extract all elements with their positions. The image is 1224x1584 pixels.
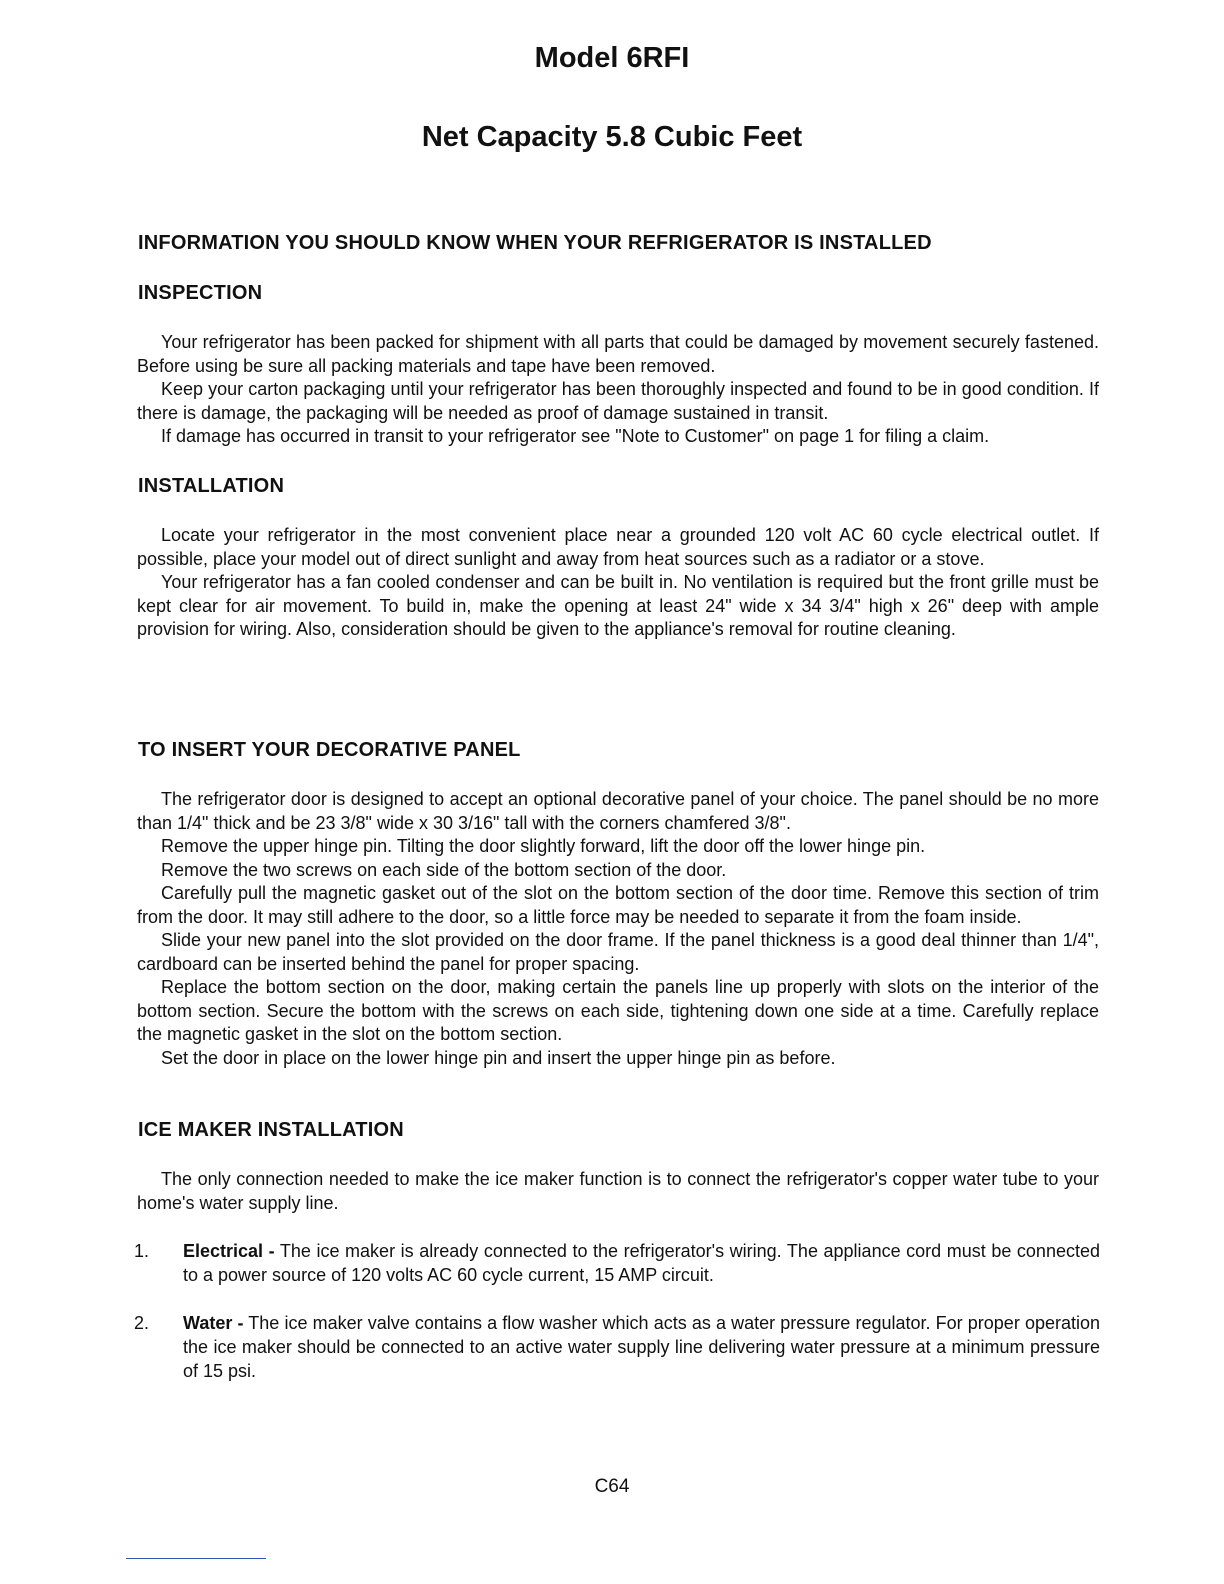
page-title: Model 6RFI: [534, 42, 690, 74]
list-label: Electrical -: [183, 1241, 275, 1261]
installation-heading: INSTALLATION: [138, 475, 285, 497]
panel-paragraph: The refrigerator door is designed to accept an optional decorative panel of your choice. The panel should be no more than 1/4" thick and be 23 3/8" wide x 30 3/16" tall with the corners chamfered 3/8".: [137, 789, 1099, 833]
list-text: The ice maker is already connected to the refrigerator's wiring. The appliance cord must be connected to a power source of 120 volts AC 60 cycle current, 15 AMP circuit.: [183, 1241, 1100, 1285]
icemaker-intro: [137, 1168, 1099, 1215]
section-main-heading: INFORMATION YOU SHOULD KNOW WHEN YOUR REFRIGERATOR IS INSTALLED: [138, 232, 932, 254]
panel-paragraph: Slide your new panel into the slot provided on the door frame. If the panel thickness is a good deal thinner than 1/4", cardboard can be inserted behind the panel for proper spacing.: [137, 930, 1099, 974]
inspection-paragraph: If damage has occurred in transit to your refrigerator see "Note to Customer" on page 1 for filing a claim.: [161, 426, 990, 446]
icemaker-heading: ICE MAKER INSTALLATION: [138, 1119, 404, 1141]
list-item-electrical: [134, 1239, 1100, 1287]
panel-paragraph: Carefully pull the magnetic gasket out of the slot on the bottom section of the door time. Remove this section of trim from the door. It may still adhere to the door, so a little force may be needed to separate it from the foam inside.: [137, 883, 1099, 927]
icemaker-list: [134, 1239, 1100, 1383]
installation-paragraph: Your refrigerator has a fan cooled condenser and can be built in. No ventilation is required but the front grille must be kept clear for air movement. To build in, make the opening at least 24" wide x 34 3/4" high x 26" deep with ample provision for wiring. Also, consideration should be given to the appliance's removal for routine cleaning.: [137, 572, 1099, 639]
inspection-body: [137, 331, 1099, 449]
list-text: The ice maker valve contains a flow washer which acts as a water pressure regulator. For proper operation the ice maker should be connected to an active water supply line delivering water pressure at a minimum pressure of 15 psi.: [183, 1313, 1101, 1381]
installation-paragraph: Locate your refrigerator in the most convenient place near a grounded 120 volt AC 60 cycle electrical outlet. If possible, place your model out of direct sunlight and away from heat sources such as a radiator or a stove.: [137, 525, 1099, 569]
installation-body: [137, 524, 1099, 642]
panel-paragraph: Replace the bottom section on the door, making certain the panels line up properly with slots on the interior of the bottom section. Secure the bottom with the screws on each side, tightening down one side at a time. Carefully replace the magnetic gasket in the slot on the bottom section.: [137, 977, 1099, 1044]
inspection-paragraph: Your refrigerator has been packed for shipment with all parts that could be damaged by movement securely fastened. Before using be sure all packing materials and tape have been removed.: [137, 332, 1099, 376]
panel-paragraph: Remove the upper hinge pin. Tilting the door slightly forward, lift the door off the lower hinge pin.: [161, 836, 926, 856]
panel-paragraph: Set the door in place on the lower hinge pin and insert the upper hinge pin as before.: [161, 1047, 836, 1068]
panel-heading: TO INSERT YOUR DECORATIVE PANEL: [138, 739, 521, 761]
page-subtitle: Net Capacity 5.8 Cubic Feet: [421, 121, 803, 153]
inspection-paragraph: Keep your carton packaging until your refrigerator has been thoroughly inspected and found to be in good condition. If there is damage, the packaging will be needed as proof of damage sustained in transit.: [137, 379, 1099, 423]
list-number: 1.: [134, 1241, 150, 1261]
inspection-heading: INSPECTION: [138, 282, 263, 304]
footer-rule: [126, 1558, 266, 1559]
icemaker-intro-paragraph: The only connection needed to make the ice maker function is to connect the refrigerator's copper water tube to your home's water supply line.: [137, 1169, 1099, 1213]
list-number: 2.: [134, 1313, 150, 1333]
list-label: Water -: [183, 1313, 244, 1333]
list-item-water: [134, 1311, 1100, 1383]
panel-body: [137, 788, 1099, 1070]
panel-paragraph: Remove the two screws on each side of the bottom section of the door.: [161, 859, 727, 880]
page-number: C64: [594, 1476, 630, 1497]
